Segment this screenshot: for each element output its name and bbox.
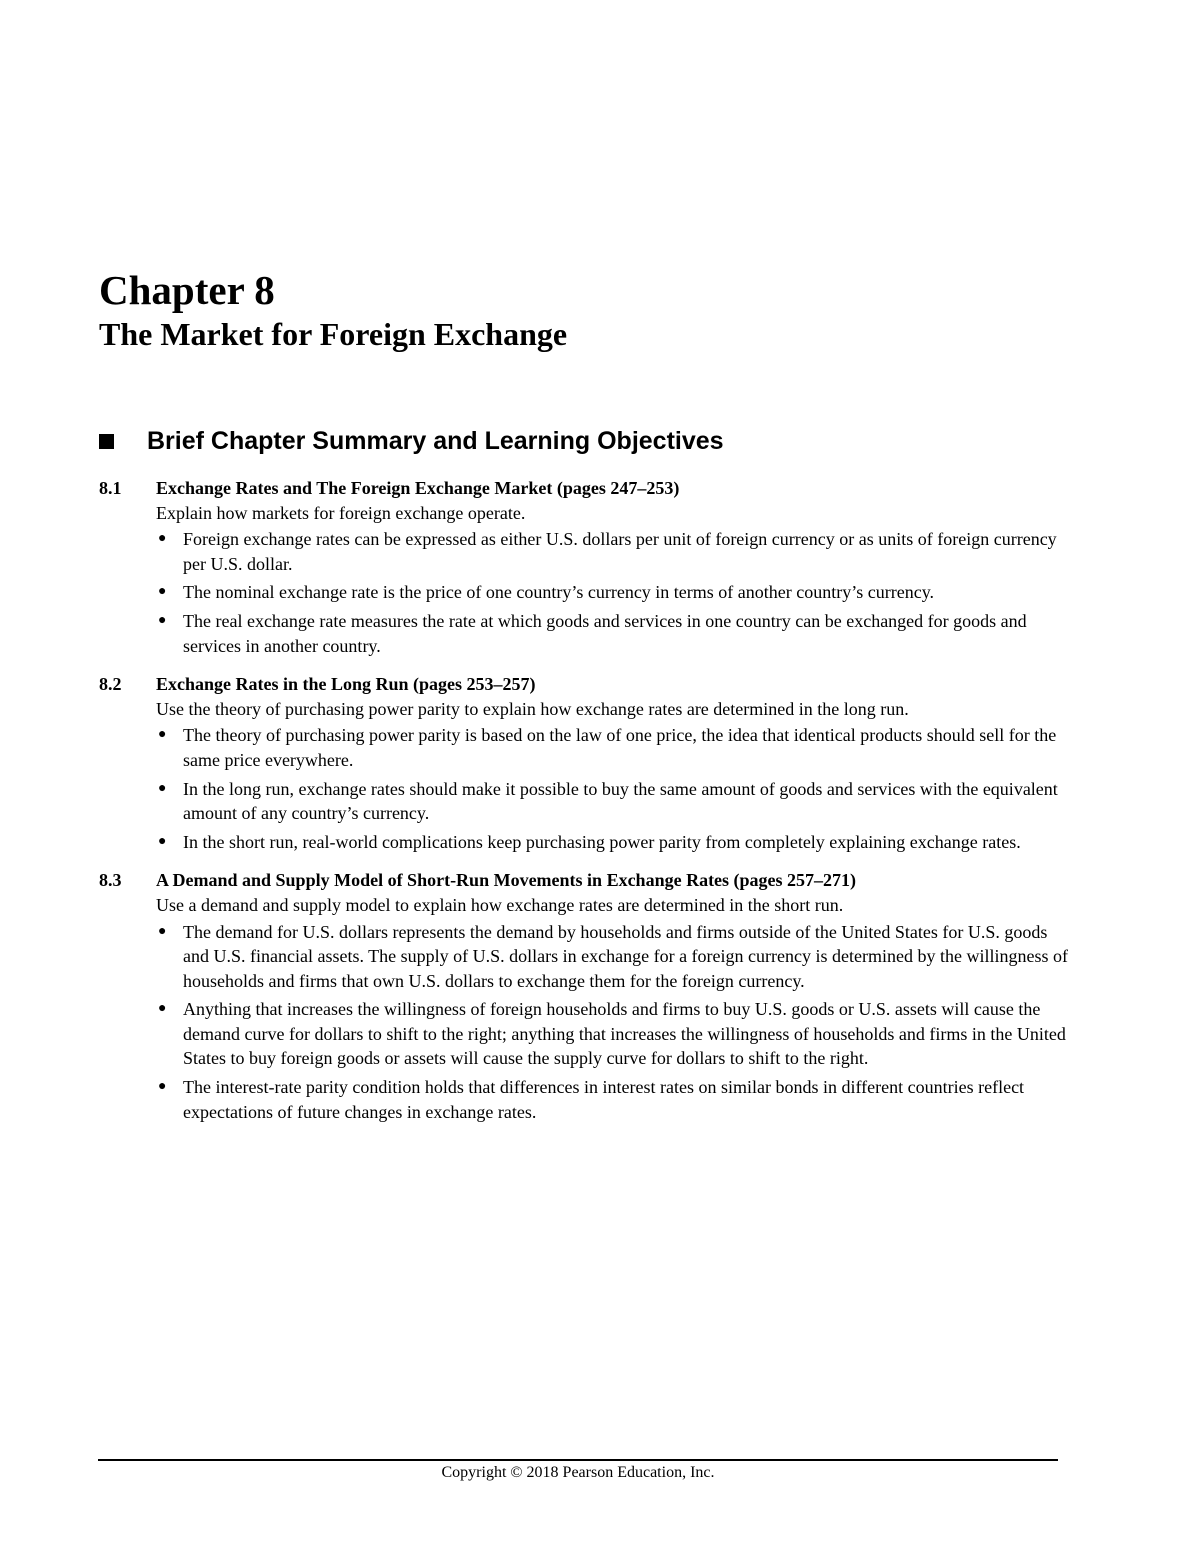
objective-8-3 bbox=[99, 868, 1069, 1128]
objective-bullets bbox=[156, 723, 1069, 854]
section-heading-text: Brief Chapter Summary and Learning Objectives bbox=[147, 426, 724, 455]
list-item bbox=[156, 830, 1069, 855]
section-heading bbox=[99, 424, 724, 458]
chapter-subtitle: The Market for Foreign Exchange bbox=[99, 316, 568, 352]
objective-title: Exchange Rates and The Foreign Exchange Market (pages 247–253) bbox=[156, 478, 680, 498]
list-item bbox=[156, 777, 1069, 826]
bullet-icon: ● bbox=[158, 531, 167, 547]
list-item bbox=[156, 920, 1069, 994]
bullet-text: Foreign exchange rates can be expressed as either U.S. dollars per unit of foreign currency or as units of foreign currency per U.S. dollar. bbox=[183, 529, 1057, 574]
copyright-footer: Copyright © 2018 Pearson Education, Inc. bbox=[441, 1464, 715, 1481]
objective-description: Use a demand and supply model to explain how exchange rates are determined in the short run. bbox=[156, 894, 844, 915]
list-item bbox=[156, 527, 1069, 576]
bullet-text: In the long run, exchange rates should make it possible to buy the same amount of goods and services with the equivalent amount of any country’s currency. bbox=[183, 778, 1058, 824]
bullet-icon: ● bbox=[158, 1001, 167, 1017]
objective-body bbox=[156, 476, 1069, 662]
bullet-text: The real exchange rate measures the rate at which goods and services in one country can be exchanged for goods and services in another country. bbox=[183, 610, 1027, 656]
objective-8-1 bbox=[99, 476, 1069, 662]
objective-bullets bbox=[156, 527, 1069, 658]
black-square-icon bbox=[99, 434, 114, 449]
bullet-text: Anything that increases the willingness of foreign households and firms to buy U.S. goods or U.S. assets will cause the demand curve for dollars to shift to the right; anything that increases the willingness of households and firms in the United States to buy foreign goods or assets will cause the supply curve for dollars to shift to the right. bbox=[183, 999, 1066, 1069]
objective-number: 8.3 bbox=[99, 870, 122, 891]
bullet-icon: ● bbox=[158, 833, 167, 849]
objective-number: 8.1 bbox=[99, 478, 122, 498]
objective-8-2 bbox=[99, 672, 1069, 858]
list-item bbox=[156, 580, 1069, 605]
bullet-icon: ● bbox=[158, 727, 167, 743]
objective-body bbox=[156, 868, 1069, 1128]
bullet-icon: ● bbox=[158, 612, 167, 628]
objective-description: Use the theory of purchasing power parity to explain how exchange rates are determined in the long run. bbox=[156, 698, 909, 719]
chapter-title: Chapter 8 bbox=[99, 267, 275, 313]
objective-title: Exchange Rates in the Long Run (pages 253–257) bbox=[156, 674, 536, 695]
list-item bbox=[156, 723, 1069, 772]
objective-title: A Demand and Supply Model of Short-Run Movements in Exchange Rates (pages 257–271) bbox=[156, 870, 857, 891]
bullet-icon: ● bbox=[158, 584, 167, 600]
list-item bbox=[156, 609, 1069, 658]
objective-number: 8.2 bbox=[99, 674, 122, 695]
bullet-text: The interest-rate parity condition holds that differences in interest rates on similar bonds in different countries reflect expectations of future changes in exchange rates. bbox=[183, 1077, 1025, 1122]
bullet-icon: ● bbox=[158, 923, 167, 939]
learning-objectives-list bbox=[99, 476, 1069, 1138]
list-item bbox=[156, 997, 1069, 1071]
objective-description: Explain how markets for foreign exchange operate. bbox=[156, 502, 526, 523]
bullet-text: The nominal exchange rate is the price of one country’s currency in terms of another country’s currency. bbox=[183, 582, 935, 603]
objective-bullets bbox=[156, 920, 1069, 1125]
bullet-icon: ● bbox=[158, 780, 167, 796]
bullet-icon: ● bbox=[158, 1079, 167, 1095]
list-item bbox=[156, 1075, 1069, 1124]
footer-divider bbox=[98, 1459, 1058, 1461]
bullet-text: In the short run, real-world complications keep purchasing power parity from completely explaining exchange rates. bbox=[183, 831, 1021, 852]
bullet-text: The theory of purchasing power parity is based on the law of one price, the idea that identical products should sell for the same price everywhere. bbox=[183, 725, 1057, 770]
bullet-text: The demand for U.S. dollars represents the demand by households and firms outside of the United States for U.S. goods and U.S. financial assets. The supply of U.S. dollars in exchange for a foreign currency is determined by the willingness of households and firms that own U.S. dollars to exchange them for the foreign currency. bbox=[183, 921, 1068, 991]
objective-body bbox=[156, 672, 1069, 858]
